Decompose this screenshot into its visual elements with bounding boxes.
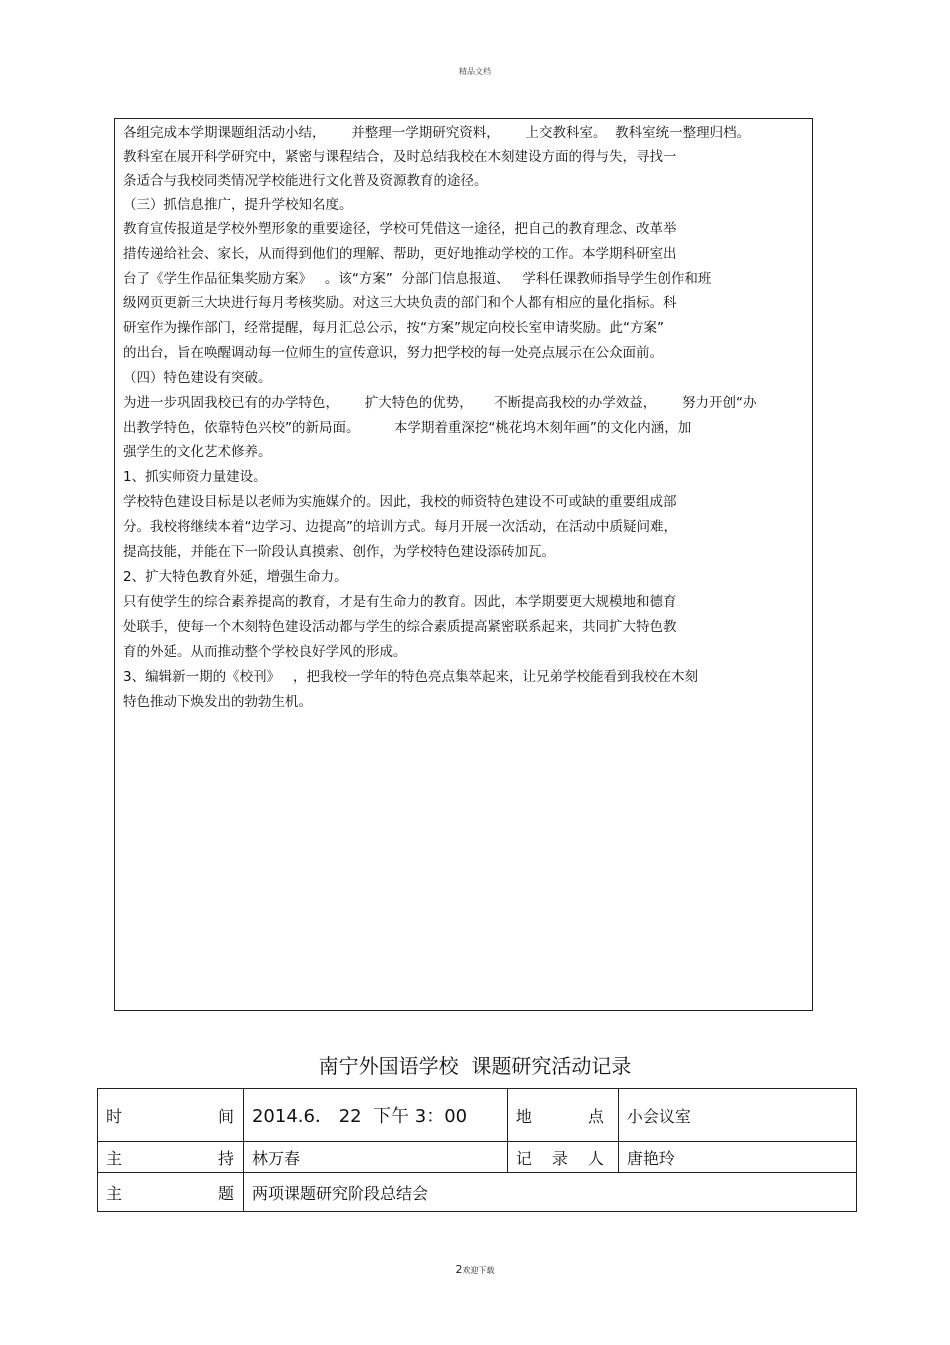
host-label-2: 持 — [217, 1148, 234, 1168]
host-value: 林万春 — [251, 1148, 300, 1168]
body-line: 学校特色建设目标是以老师为实施媒介的。因此，我校的师资特色建设不可或缺的重要组成部 — [123, 494, 677, 510]
topic-label-1: 主 — [106, 1183, 123, 1203]
body-line: 出教学特色，依靠特色兴校”的新局面。 本学期着重深挖“桃花坞木刻年画”的文化内涵，加 — [123, 420, 692, 436]
body-line: 级网页更新三大块进行每月考核奖励。对这三大块负责的部门和个人都有相应的量化指标。科 — [123, 295, 677, 311]
place-value: 小会议室 — [626, 1106, 691, 1126]
body-line: 各组完成本学期课题组活动小结， 并整理一学期研究资料， 上交教科室。 教科室统一整理归档。 — [123, 125, 751, 141]
subsection-heading: 1、抓实师资力量建设。 — [123, 469, 267, 485]
body-line: 特色推动下焕发出的勃勃生机。 — [123, 694, 312, 710]
table-row — [98, 1173, 857, 1212]
host-label-cell — [98, 1142, 244, 1173]
record-title: 南宁外国语学校 课题研究活动记录 — [318, 1054, 632, 1078]
place-label-1: 地 — [515, 1106, 532, 1126]
section-heading: （三）抓信息推广，提升学校知名度。 — [123, 197, 353, 213]
activity-record-table — [97, 1088, 857, 1212]
recorder-label-2: 录 — [551, 1148, 568, 1168]
body-line: 条适合与我校同类情况学校能进行文化普及资源教育的途径。 — [123, 173, 488, 189]
recorder-label-cell — [507, 1142, 618, 1173]
recorder-value-cell — [618, 1142, 856, 1173]
body-line: 强学生的文化艺术修养。 — [123, 444, 272, 460]
recorder-label-3: 人 — [587, 1148, 604, 1168]
body-line: 只有使学生的综合素养提高的教育，才是有生命力的教育。因此，本学期要更大规模地和德育 — [123, 594, 677, 610]
section-heading: （四）特色建设有突破。 — [123, 370, 272, 386]
topic-label-cell — [98, 1173, 244, 1212]
time-value-cell — [243, 1089, 507, 1142]
body-line: 台了《学生作品征集奖励方案》 。该“方案” 分部门信息报道、 学科任课教师指导学生创作和班 — [123, 271, 712, 287]
place-value-cell — [618, 1089, 856, 1142]
body-line: 育的外延。从而推动整个学校良好学风的形成。 — [123, 644, 407, 660]
table-row — [98, 1142, 857, 1173]
body-line: 的出台，旨在唤醒调动每一位师生的宣传意识，努力把学校的每一处亮点展示在公众面前。 — [123, 345, 663, 361]
footer-text: 欢迎下载 — [462, 1266, 495, 1275]
time-value: 2014.6． 22 下午 3：00 — [251, 1106, 468, 1127]
body-line: 教育宣传报道是学校外塑形象的重要途径，学校可凭借这一途径，把自己的教育理念、改革举 — [123, 221, 677, 237]
page-header-mark: 精品文档 — [459, 67, 491, 76]
content-box — [114, 118, 813, 1011]
body-line: 分。我校将继续本着“边学习、边提高”的培训方式。每月开展一次活动，在活动中质疑问难， — [123, 519, 677, 535]
recorder-label-1: 记 — [515, 1148, 532, 1168]
body-line: 为进一步巩固我校已有的办学特色， 扩大特色的优势， 不断提高我校的办学效益， 努力开创“办 — [123, 395, 757, 411]
page-footer — [0, 1263, 950, 1276]
body-line: 教科室在展开科学研究中，紧密与课程结合，及时总结我校在木刻建设方面的得与失，寻找一 — [123, 149, 677, 165]
body-line: 处联手，使每一个木刻特色建设活动都与学生的综合素质提高紧密联系起来，共同扩大特色教 — [123, 619, 677, 635]
body-line: 措传递给社会、家长，从而得到他们的理解、帮助，更好地推动学校的工作。本学期科研室出 — [123, 246, 677, 262]
table-row — [98, 1089, 857, 1142]
time-label-1: 时 — [106, 1106, 123, 1126]
time-label-2: 间 — [217, 1106, 234, 1126]
topic-value-cell — [243, 1173, 856, 1212]
time-label-cell — [98, 1089, 244, 1142]
body-line: 提高技能，并能在下一阶段认真摸索、创作，为学校特色建设添砖加瓦。 — [123, 544, 555, 560]
subsection-heading: 3、编辑新一期的《校刊》 ，把我校一学年的特色亮点集萃起来，让兄弟学校能看到我校在木刻 — [123, 669, 698, 685]
subsection-heading: 2、扩大特色教育外延，增强生命力。 — [123, 569, 348, 585]
recorder-value: 唐艳玲 — [626, 1148, 675, 1168]
page-number: 2 — [455, 1263, 463, 1276]
topic-value: 两项课题研究阶段总结会 — [251, 1183, 428, 1203]
host-value-cell — [243, 1142, 507, 1173]
topic-label-2: 题 — [217, 1183, 234, 1203]
place-label-cell — [507, 1089, 618, 1142]
place-label-2: 点 — [587, 1106, 604, 1126]
host-label-1: 主 — [106, 1148, 123, 1168]
body-line: 研室作为操作部门，经常提醒，每月汇总公示，按“方案”规定向校长室申请奖励。此“方案” — [123, 320, 664, 336]
